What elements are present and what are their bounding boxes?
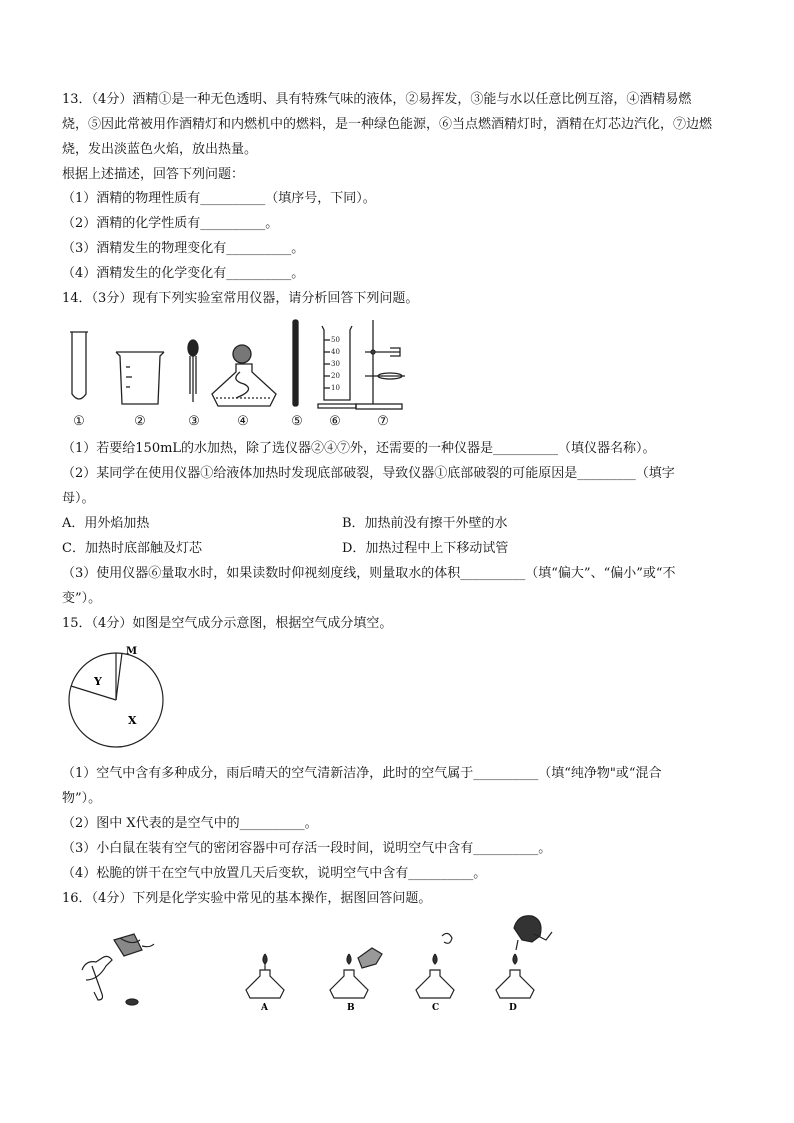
- instrument-label-6: ⑥: [329, 414, 341, 429]
- basic-operations-figure: [62, 910, 562, 1015]
- cylinder-tick: 40: [331, 348, 340, 356]
- q15-title: 15．（4分）如图是空气成分示意图，根据空气成分填空。: [62, 616, 393, 631]
- q14-option-d: D．加热过程中上下移动试管: [342, 541, 509, 556]
- instrument-label-1: ①: [73, 414, 85, 429]
- q13-sub-2: （2）酒精的化学性质有__________。: [62, 216, 279, 231]
- alcohol-lamp-d-icon: [496, 916, 552, 998]
- q16-title: 16．（4分）下列是化学实验中常见的基本操作，据图回答问题。: [62, 891, 432, 906]
- q13-line-2: 烧，⑤因此常被用作酒精灯和内燃机中的燃料，是一种绿色能源，⑥当点燃酒精灯时，酒精在灯芯边汽化，⑦边燃: [62, 117, 713, 132]
- q13-sub-3: （3）酒精发生的物理变化有__________。: [62, 241, 305, 256]
- cylinder-tick: 20: [331, 372, 340, 380]
- pie-label-y: Y: [94, 675, 102, 688]
- pie-label-x: X: [128, 714, 137, 727]
- operation-label-a: A: [261, 1003, 268, 1013]
- q14-option-b: B．加热前没有擦干外壁的水: [342, 516, 508, 531]
- q14-sub-3a: （3）使用仪器⑥量取水时，如果读数时仰视刻度线，则量取水的体积__________（填“偏大”、“偏小”或“不: [62, 566, 676, 581]
- q13-sub-1: （1）酒精的物理性质有__________（填序号，下同）。: [62, 191, 376, 206]
- instrument-label-3: ③: [188, 414, 200, 429]
- q13-prompt: 根据上述描述，回答下列问题：: [62, 167, 245, 182]
- q14-sub-3b: 变”）。: [62, 591, 102, 606]
- operation-label-c: C: [432, 1003, 440, 1013]
- q15-sub-3: （3）小白鼠在装有空气的密闭容器中可存活一段时间，说明空气中含有__________。: [62, 841, 552, 856]
- alcohol-lamp-c-icon: [416, 933, 454, 998]
- alcohol-lamp-a-icon: [246, 954, 284, 998]
- cylinder-tick: 10: [331, 384, 340, 392]
- q14-option-a: A．用外焰加热: [62, 516, 150, 531]
- q14-sub-2b: 母）。: [62, 491, 95, 506]
- q14-sub-2a: （2）某同学在使用仪器①给液体加热时发现底部破裂，导致仪器①底部破裂的可能原因是_________（填字: [62, 466, 675, 481]
- air-composition-pie: [62, 640, 172, 755]
- q13-line-3: 烧，发出淡蓝色火焰，放出热量。: [62, 142, 258, 157]
- alcohol-lamp-b-icon: [330, 948, 382, 998]
- operation-label-d: D: [509, 1003, 517, 1013]
- dropper-icon: [188, 340, 198, 402]
- q15-sub-2: （2）图中 X代表的是空气中的__________。: [62, 816, 318, 831]
- pie-label-m: M: [126, 646, 138, 657]
- cylinder-tick: 50: [331, 336, 340, 344]
- beaker-icon: [116, 352, 164, 404]
- cylinder-tick: 30: [331, 360, 340, 368]
- alcohol-lamp-icon: [212, 345, 276, 406]
- q15-sub-4: （4）松脆的饼干在空气中放置几天后变软，说明空气中含有__________。: [62, 866, 487, 881]
- instrument-label-5: ⑤: [291, 414, 303, 429]
- instrument-label-2: ②: [134, 414, 146, 429]
- operation-label-b: B: [347, 1003, 355, 1013]
- q15-sub-1b: 物”）。: [62, 791, 102, 806]
- iron-stand-icon: [356, 320, 405, 409]
- q14-option-c: C．加热时底部触及灯芯: [62, 541, 202, 556]
- lab-instruments-figure: [60, 312, 420, 412]
- q15-sub-1a: （1）空气中含有多种成分，雨后晴天的空气清新洁净，此时的空气属于__________（填“纯净物"或“混合: [62, 766, 662, 781]
- pouring-liquid-icon: [82, 934, 154, 1005]
- q14-sub-1: （1）若要给150mL的水加热，除了选仪器②④⑦外，还需要的一种仪器是__________（填仪器名称）。: [62, 441, 656, 456]
- instrument-label-7: ⑦: [377, 414, 389, 429]
- test-tube-icon: [70, 332, 88, 399]
- instrument-label-4: ④: [237, 414, 249, 429]
- q13-line-1: 13．（4分）酒精①是一种无色透明、具有特殊气味的液体，②易挥发，③能与水以任意比例互溶，④酒精易燃: [62, 92, 692, 107]
- glass-rod-icon: [293, 320, 298, 406]
- q14-title: 14．（3分）现有下列实验室常用仪器，请分析回答下列问题。: [62, 291, 419, 306]
- q13-sub-4: （4）酒精发生的化学变化有__________。: [62, 266, 305, 281]
